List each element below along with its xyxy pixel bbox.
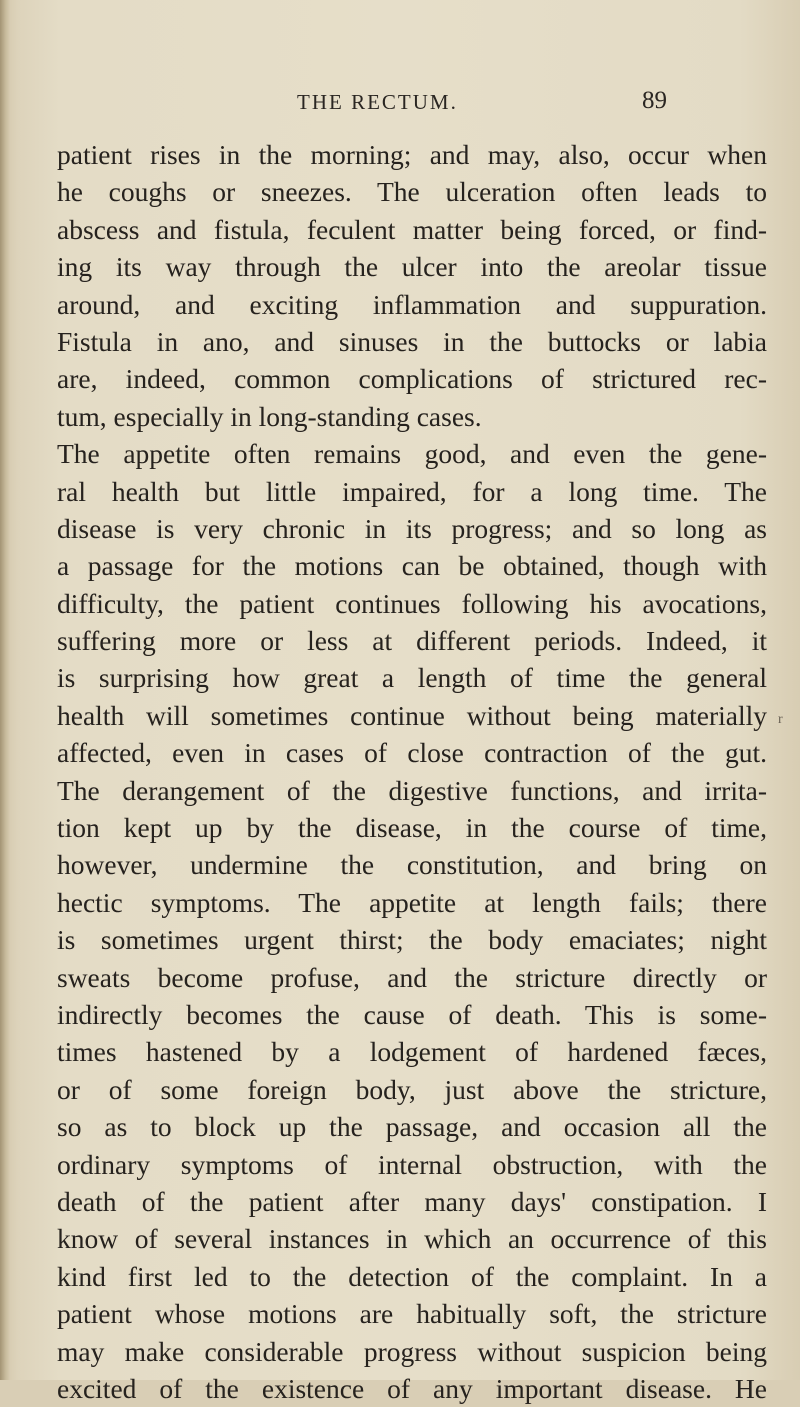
text-line: affected, even in cases of close contraction of the gut. (57, 737, 767, 769)
text-line: is sometimes urgent thirst; the body emaciates; night (57, 924, 767, 956)
text-line: kind first led to the detection of the complaint. In a (57, 1260, 767, 1292)
text-line: suffering more or less at different periods. Indeed, it (57, 625, 767, 657)
text-line: The appetite often remains good, and even the gene- (57, 438, 767, 470)
text-line: however, undermine the constitution, and bring on (57, 849, 767, 881)
text-line: disease is very chronic in its progress; and so long as (57, 512, 767, 544)
text-line: The derangement of the digestive functions, and irrita- (57, 774, 767, 806)
body-text (57, 136, 767, 1407)
text-line: tum, especially in long-standing cases. (57, 400, 482, 432)
text-line: so as to block up the passage, and occasion all the (57, 1111, 767, 1143)
text-line: Fistula in ano, and sinuses in the buttocks or labia (57, 325, 767, 357)
text-line: know of several instances in which an occurrence of this (57, 1223, 767, 1255)
text-line: patient whose motions are habitually soft, the stricture (57, 1298, 767, 1330)
text-line: is surprising how great a length of time the general (57, 662, 767, 694)
text-line: excited of the existence of any important disease. He (57, 1372, 767, 1404)
text-line: hectic symptoms. The appetite at length fails; there (57, 886, 767, 918)
page-header (0, 87, 800, 120)
margin-mark: r (778, 712, 783, 727)
running-head: THE RECTUM. (297, 90, 458, 114)
text-line: indirectly becomes the cause of death. This is some- (57, 998, 767, 1030)
text-line: tion kept up by the disease, in the course of time, (57, 812, 767, 844)
text-line: health will sometimes continue without being materially (57, 699, 767, 731)
text-line: ral health but little impaired, for a long time. The (57, 475, 767, 507)
text-line: or of some foreign body, just above the stricture, (57, 1073, 767, 1105)
text-line: difficulty, the patient continues following his avocations, (57, 587, 767, 619)
page-number: 89 (642, 87, 667, 114)
text-line: around, and exciting inflammation and suppuration. (57, 288, 767, 320)
text-line: times hastened by a lodgement of hardened fæces, (57, 1036, 767, 1068)
spine-shadow (0, 0, 10, 1380)
text-line: sweats become profuse, and the stricture directly or (57, 961, 767, 993)
text-line: a passage for the motions can be obtained, though with (57, 550, 767, 582)
text-line: abscess and fistula, feculent matter being forced, or find- (57, 213, 767, 245)
text-line: patient rises in the morning; and may, also, occur when (57, 139, 767, 170)
text-line: he coughs or sneezes. The ulceration often leads to (57, 176, 767, 208)
text-line: death of the patient after many days' constipation. I (57, 1185, 767, 1217)
text-line: ing its way through the ulcer into the areolar tissue (57, 251, 767, 283)
text-line: are, indeed, common complications of strictured rec- (57, 363, 767, 395)
text-line: may make considerable progress without suspicion being (57, 1335, 767, 1367)
text-line: ordinary symptoms of internal obstruction, with the (57, 1148, 767, 1180)
